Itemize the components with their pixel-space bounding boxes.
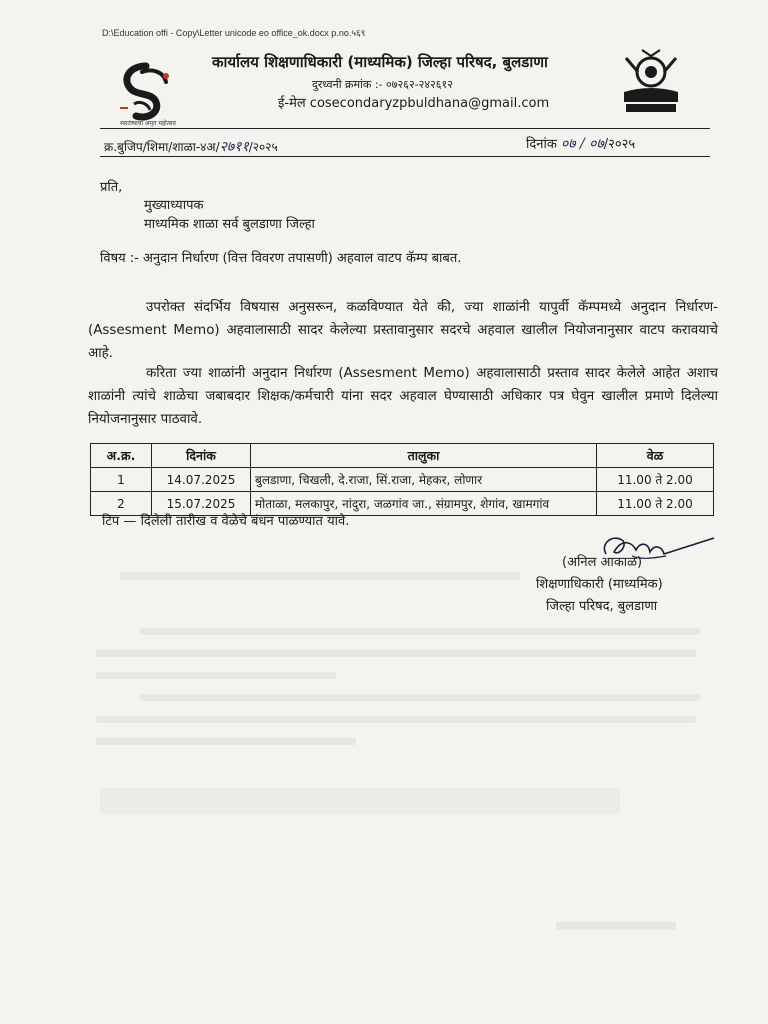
salutation: प्रति, xyxy=(100,180,123,195)
date-year: /२०२५ xyxy=(603,137,636,152)
cell-serial: 1 xyxy=(91,468,152,492)
handwritten-date: ०७ / ०७ xyxy=(560,136,604,152)
file-path: D:\Education offi - Copy\Letter unicode eo office_ok.docx p.no.५६९ xyxy=(102,28,366,38)
date-label: दिनांक xyxy=(526,137,557,152)
cell-taluka: बुलडाणा, चिखली, दे.राजा, सिं.राजा, मेहकर, लोणार xyxy=(251,468,597,492)
signatory-name: (अनिल आकाळ) xyxy=(562,555,643,570)
cell-serial: 2 xyxy=(91,492,152,516)
cell-date: 14.07.2025 xyxy=(152,468,251,492)
table-row xyxy=(91,468,714,492)
bleed-through-mark xyxy=(96,650,696,657)
body-paragraph-1: उपरोक्त संदर्भिय विषयास अनुसरून, कळविण्यात येते की, ज्या शाळांनी यापुर्वी कॅम्पमध्ये अनुदान निर्धारण- (Assesment Memo) अहवालासाठी सादर केलेल्या प्रस्तावानुसार सदरचे अहवाल खालील नियोजनानुसार वाटप करावयाचे आहे. xyxy=(88,300,718,361)
header-date: दिनांक xyxy=(152,444,251,468)
signatory-office: जिल्हा परिषद, बुलडाणा xyxy=(546,599,658,614)
header-time: वेळ xyxy=(597,444,714,468)
letter-date xyxy=(526,134,635,153)
bleed-through-mark xyxy=(140,694,700,701)
cell-taluka: मोताळा, मलकापुर, नांदुरा, जळगांव जा., संग्रामपुर, शेगांव, खामगांव xyxy=(251,492,597,516)
recipient-line-2: माध्यमिक शाळा सर्व बुलडाणा जिल्हा xyxy=(144,217,315,232)
header-rule xyxy=(100,128,710,129)
reference-rule xyxy=(100,156,710,157)
maharashtra-logo-icon xyxy=(106,58,186,128)
bleed-through-mark xyxy=(120,572,520,580)
office-title: कार्यालय शिक्षणाधिकारी (माध्यमिक) जिल्हा परिषद, बुलडाणा xyxy=(212,53,548,71)
note: टिप — दिलेली तारीख व वेळेचे बंधन पाळण्यात यावे. xyxy=(102,514,350,529)
body-paragraph-2: करिता ज्या शाळांनी अनुदान निर्धारण (Assesment Memo) अहवालासाठी प्रस्ताव सादर केलेले आहेत अशाच शाळांनी त्यांचे शाळेचा जबाबदार शिक्षक/कर्मचारी यांना सदर अहवाल घेण्यासाठी अधिकार पत्र घेवुन खालील प्रमाणे दिलेल्या नियोजनानुसार पाठवावे. xyxy=(88,366,718,427)
schedule-table xyxy=(90,443,714,516)
bleed-through-mark xyxy=(140,628,700,635)
header-taluka: तालुका xyxy=(251,444,597,468)
zp-emblem-icon xyxy=(618,48,684,116)
cell-time: 11.00 ते 2.00 xyxy=(597,492,714,516)
office-phone: दुरध्वनी क्रमांक :- ०७२६२-२४२६१२ xyxy=(312,78,453,91)
header-serial: अ.क्र. xyxy=(91,444,152,468)
bleed-through-mark xyxy=(556,922,676,930)
bleed-through-mark xyxy=(96,672,336,679)
reference-handwritten-no: २७११ xyxy=(219,139,249,155)
bleed-through-table xyxy=(100,788,620,814)
office-email: ई-मेल cosecondaryzpbuldhana@gmail.com xyxy=(278,96,550,111)
reference-number xyxy=(104,137,278,156)
bleed-through-mark xyxy=(96,738,356,745)
bleed-through-mark xyxy=(96,716,696,723)
cell-time: 11.00 ते 2.00 xyxy=(597,468,714,492)
recipient-line-1: मुख्याध्यापक xyxy=(144,198,204,213)
reference-suffix: /२०२५ xyxy=(248,140,278,154)
signatory-designation: शिक्षणाधिकारी (माध्यमिक) xyxy=(536,577,663,592)
reference-prefix: क्र.बुजिप/शिमा/शाळा-४अ/ xyxy=(104,140,220,154)
cell-date: 15.07.2025 xyxy=(152,492,251,516)
logo-caption: स्वातंत्र्याचा अमृत महोत्सव xyxy=(120,120,176,127)
subject-line: विषय :- अनुदान निर्धारण (वित्त विवरण तपासणी) अहवाल वाटप कॅम्प बाबत. xyxy=(100,251,462,266)
table-header-row xyxy=(91,444,714,468)
